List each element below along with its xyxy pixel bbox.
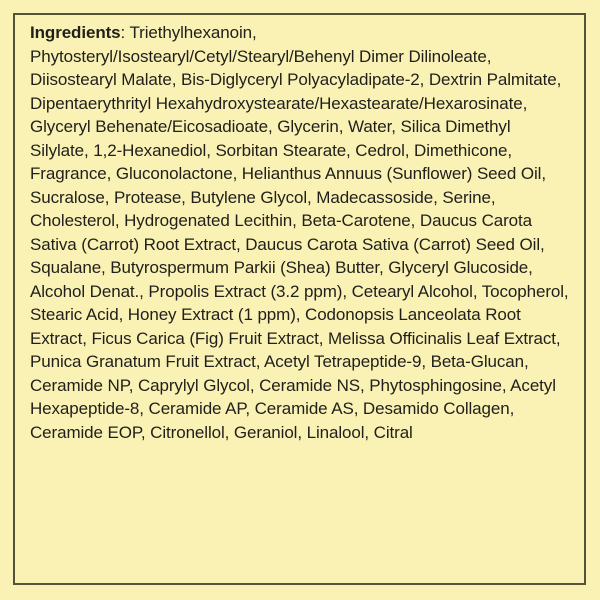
ingredients-label-box <box>13 13 586 585</box>
ingredients-list: Triethylhexanoin, Phytosteryl/Isostearyl/Cetyl/Stearyl/Behenyl Dimer Dilinoleate, Diisostearyl Malate, Bis-Diglyceryl Polyacyladipate-2, Dextrin Palmitate, Dipentaerythrityl Hexahydroxystearate/Hexastearate/Hexarosinate, Glyceryl Behenate/Eicosadioate, Glycerin, Water, Silica Dimethyl Silylate, 1,2-Hexanediol, Sorbitan Stearate, Cedrol, Dimethicone, Fragrance, Gluconolactone, Helianthus Annuus (Sunflower) Seed Oil, Sucralose, Protease, Butylene Glycol, Madecassoside, Serine, Cholesterol, Hydrogenated Lecithin, Beta-Carotene, Daucus Carota Sativa (Carrot) Root Extract, Daucus Carota Sativa (Carrot) Seed Oil, Squalane, Butyrospermum Parkii (Shea) Butter, Glyceryl Glucoside, Alcohol Denat., Propolis Extract (3.2 ppm), Cetearyl Alcohol, Tocopherol, Stearic Acid, Honey Extract (1 ppm), Codonopsis Lanceolata Root Extract, Ficus Carica (Fig) Fruit Extract, Melissa Officinalis Leaf Extract, Punica Granatum Fruit Extract, Acetyl Tetrapeptide-9, Beta-Glucan, Ceramide NP, Caprylyl Glycol, Ceramide NS, Phytosphingosine, Acetyl Hexapeptide-8, Ceramide AP, Ceramide AS, Desamido Collagen, Ceramide EOP, Citronellol, Geraniol, Linalool, Citral <box>30 23 569 442</box>
ingredients-separator: : <box>120 23 130 42</box>
ingredients-paragraph <box>30 21 573 444</box>
ingredients-heading: Ingredients <box>30 23 121 42</box>
